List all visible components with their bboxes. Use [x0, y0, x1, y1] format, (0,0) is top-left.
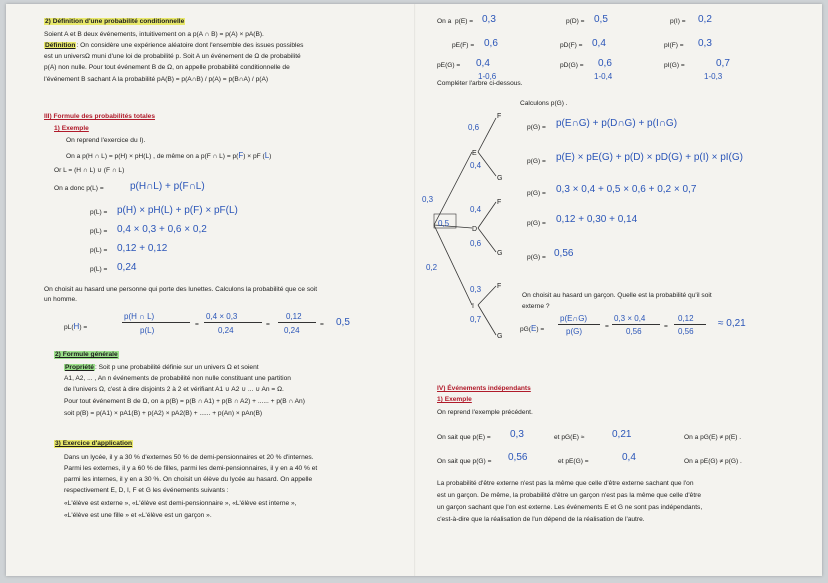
section-3-title: III) Formule des probabilités totales [44, 113, 156, 120]
pg-label-4: p(G) = [527, 220, 546, 227]
eq-sign-2: = [266, 321, 270, 328]
hw-f2-num: 0,3 × 0,4 [614, 314, 646, 323]
pIG-label: pI(G) = [664, 62, 685, 69]
hw-pDF: 0,4 [592, 38, 606, 49]
hw-pIG-2: 1-0,3 [704, 72, 723, 81]
pEG-label: pE(G) = [437, 62, 461, 69]
leaf-EG: G [497, 175, 503, 182]
tree-p-IG: 0,7 [470, 315, 482, 324]
hw-s4-pGE: 0,21 [612, 429, 632, 440]
s4-para-1: La probabilité d'être externe n'est pas la même que celle d'être externe sachant que l'on [437, 480, 694, 487]
prop-line-4: Pour tout événement B de Ω, on a p(B) = p(B ∩ A1) + p(B ∩ A2) + ...... + p(B ∩ An) [64, 398, 305, 405]
hw-pI: 0,2 [698, 14, 712, 25]
pg-label-3: p(G) = [527, 190, 546, 197]
hw-pg-3: 0,3 × 0,4 + 0,5 × 0,6 + 0,2 × 0,7 [556, 184, 697, 195]
pl-label-1: p(L) = [90, 209, 108, 216]
q2-line-1: On choisit au hasard un garçon. Quelle est la probabilité qu'il soit [522, 292, 712, 299]
hw-pEF: 0,6 [484, 38, 498, 49]
s4-para-2: est un garçon. De même, la probabilité d'être un garçon n'est pas la même que celle d'être [437, 492, 702, 499]
pg-label-2: p(G) = [527, 158, 546, 165]
hw-pEG-2: 1-0,6 [478, 72, 497, 81]
question-1-line-2: un homme. [44, 296, 77, 303]
node-D: D [472, 226, 478, 233]
s3-3-title: 3) Exercice d'application [55, 440, 133, 447]
ex-line-5: «L'élève est externe », «L'élève est demi-pensionnaire », «L'élève est interne », [64, 500, 297, 507]
pg-e-label: pG(E) = [520, 324, 545, 333]
pD-label: p(D) = [566, 18, 585, 25]
s4-para-3: un garçon sachant que l'on est externe. Les événements E et G ne sont pas indépendants, [437, 504, 703, 511]
property: Propriété: Soit p une probabilité définie sur un univers Ω et soient [65, 364, 259, 371]
hw-pl-sum: p(H∩L) + p(F∩L) [130, 181, 205, 192]
calc-pg-title: Calculons p(G) . [520, 100, 568, 107]
pEF-label: pE(F) = [452, 42, 475, 49]
hw-pg-5: 0,56 [554, 248, 574, 259]
pg-label-1: p(G) = [527, 124, 546, 131]
hw-pl-1: p(H) × pH(L) + p(F) × pF(L) [117, 205, 238, 216]
eq-sign-1: = [195, 321, 199, 328]
section-2-title: 2) Définition d'une probabilité conditionnelle [45, 18, 185, 25]
s4-line-3c: On a pE(G) ≠ p(G) . [684, 458, 742, 465]
tree-p-DG: 0,6 [470, 239, 482, 248]
page-fold [414, 4, 416, 576]
hw-pDG: 0,6 [598, 58, 612, 69]
hw-f3-den: 0,56 [678, 327, 694, 336]
s4-line-2a: On sait que p(E) = [437, 434, 491, 441]
tree-p-IF: 0,3 [470, 285, 482, 294]
s3-2-title: 2) Formule générale [55, 351, 118, 358]
f2-bar [612, 324, 660, 325]
prop-line-5: soit p(B) = p(A1) × pA1(B) + p(A2) × pA2(B) + ...... + p(An) × pAn(B) [64, 410, 263, 417]
frac1-bar [122, 322, 190, 323]
pI-label: p(I) = [670, 18, 686, 25]
hw-pEG: 0,4 [476, 58, 490, 69]
tree-p-EG: 0,4 [470, 161, 482, 170]
eq-sign-3: = [320, 321, 324, 328]
pl-label-3: p(L) = [90, 247, 108, 254]
leaf-DG: G [497, 250, 503, 257]
pg-label-5: p(G) = [527, 254, 546, 261]
ex-line-4: respectivement E, D, I, F et G les événements suivants : [64, 487, 229, 494]
leaf-DF: F [497, 199, 502, 206]
s3-ex-line-3: Or L = (H ∩ L) ∪ (F ∩ L) [54, 167, 125, 174]
leaf-IG: G [497, 333, 503, 340]
hw-f3-num: 0,12 [678, 314, 694, 323]
s2-line-3: est un universΩ muni d'une loi de probabilité p. Soit A un événement de Ω de probabilité [44, 53, 301, 60]
hw-pg-2: p(E) × pE(G) + p(D) × pD(G) + p(I) × pI(G) [556, 152, 743, 163]
pDF-label: pD(F) = [560, 42, 583, 49]
f1-bar [558, 324, 600, 325]
hw-frac2-num: 0,4 × 0,3 [206, 312, 238, 321]
question-1-line-1: On choisit au hasard une personne qui porte des lunettes. Calculons la probabilité que ce soit [44, 286, 318, 293]
hw-pg-4: 0,12 + 0,30 + 0,14 [556, 214, 638, 225]
prop-line-3: de l'univers Ω, c'est à dire disjoints 2 à 2 et vérifiant A1 ∪ A2 ∪ ... ∪ An = Ω. [64, 386, 284, 393]
tree-p-EF: 0,6 [468, 123, 480, 132]
eq-sign-r1: = [605, 323, 609, 330]
hw-frac3-num: 0,12 [286, 312, 302, 321]
hw-pg-1: p(E∩G) + p(D∩G) + p(I∩G) [556, 118, 678, 129]
hw-s4-pE: 0,3 [510, 429, 524, 440]
s2-definition: Définition: On considère une expérience aléatoire dont l'ensemble des issues possibles [45, 42, 304, 49]
frac2-bar [204, 322, 262, 323]
node-E: E [472, 150, 477, 157]
pDG-label: pD(G) = [560, 62, 584, 69]
hw-frac1-den: p(L) [140, 326, 155, 335]
eq-sign-r2: = [664, 323, 668, 330]
complete-tree-instruction: Compléter l'arbre ci-dessous. [437, 80, 523, 87]
ex-line-3: parmi les internes, il y en a 30 %. On choisit un élève du lycée au hasard. On appelle [64, 476, 313, 483]
s2-line-1: Soient A et B deux événements, intuitivement on a p(A ∩ B) = p(A) × pA(B). [44, 31, 264, 38]
hw-pD: 0,5 [594, 14, 608, 25]
s4-line-2b: et pG(E) ≈ [554, 434, 585, 441]
section-4-title: IV) Événements indépendants [437, 385, 531, 392]
ex-line-2: Parmi les externes, il y a 60 % de filles, parmi les demi-pensionnaires, il y en a 40 % et [64, 465, 318, 472]
leaf-EF: F [497, 113, 502, 120]
s3-ex-line-2: On a p(H ∩ L) = p(H) × pH(L) , de même on a p(F ∩ L) = p(F) × pF (L) [66, 151, 272, 160]
ex-line-6: «L'élève est une fille » et «L'élève est un garçon ». [64, 512, 212, 519]
s4-example-title: 1) Exemple [437, 396, 472, 403]
hw-frac1-num: p(H ∩ L) [124, 312, 155, 321]
prop-line-2: A1, A2, ... , An n événements de probabilité non nulle constituant une partition [64, 375, 291, 382]
s2-line-5: l'événement B sachant A la probabilité pA(B) = p(A∩B) / p(A) = p(B∩A) / p(A) [44, 76, 269, 83]
s4-line-2c: On a pG(E) ≠ p(E) . [684, 434, 742, 441]
hw-result: 0,5 [336, 317, 350, 328]
s2-line-4: p(A) non nulle. Pour tout événement B de Ω, on appelle probabilité conditionnelle de [44, 64, 290, 71]
s4-line-3a: On sait que p(G) = [437, 458, 492, 465]
hw-pE: 0,3 [482, 14, 496, 25]
s4-line-1: On reprend l'exemple précédent. [437, 409, 533, 416]
tree-p-E: 0,3 [422, 195, 434, 204]
tree-p-I: 0,2 [426, 263, 438, 272]
q2-line-2: externe ? [522, 303, 550, 310]
pIF-label: pI(F) = [664, 42, 684, 49]
hw-s4-pG: 0,56 [508, 452, 528, 463]
hw-pDG-2: 1-0,4 [594, 72, 613, 81]
s3-ex-line-1: On reprend l'exercice du I). [66, 137, 146, 144]
pE-label: p(E) = [455, 18, 474, 25]
s4-line-3b: et pE(G) = [558, 458, 589, 465]
on-a-label: On a [437, 18, 452, 25]
s4-para-4: c'est-à-dire que la réalisation de l'un dépend de la réalisation de l'autre. [437, 516, 645, 523]
hw-frac2-den: 0,24 [218, 326, 234, 335]
branch-E-F [478, 118, 496, 152]
hw-s4-pEG: 0,4 [622, 452, 636, 463]
ex-line-1: Dans un lycée, il y a 30 % d'externes 50 % de demi-pensionnaires et 20 % d'internes. [64, 454, 314, 461]
frac3-bar [278, 322, 316, 323]
branch-root-I [434, 225, 472, 305]
hw-f2-den: 0,56 [626, 327, 642, 336]
hw-pl-2: 0,4 × 0,3 + 0,6 × 0,2 [117, 224, 207, 235]
leaf-IF: F [497, 283, 502, 290]
s3-example-title: 1) Exemple [54, 125, 89, 132]
hw-pl-3: 0,12 + 0,12 [117, 243, 168, 254]
hw-res: ≈ 0,21 [718, 318, 746, 329]
hw-frac3-den: 0,24 [284, 326, 300, 335]
s3-ex-line-4: On a donc p(L) = [54, 185, 104, 192]
hw-f1-num: p(E∩G) [560, 314, 588, 323]
probability-tree [420, 100, 510, 350]
hw-pIF: 0,3 [698, 38, 712, 49]
pl-label-2: p(L) = [90, 228, 108, 235]
pl-h-label: pL(H) = [64, 322, 88, 331]
hw-f1-den: p(G) [566, 327, 582, 336]
f3-bar [674, 324, 706, 325]
node-I: I [472, 303, 474, 310]
tree-p-D: 0,5 [438, 219, 450, 228]
tree-p-DF: 0,4 [470, 205, 482, 214]
pl-label-4: p(L) = [90, 266, 108, 273]
hw-pl-4: 0,24 [117, 262, 137, 273]
hw-pIG: 0,7 [716, 58, 730, 69]
